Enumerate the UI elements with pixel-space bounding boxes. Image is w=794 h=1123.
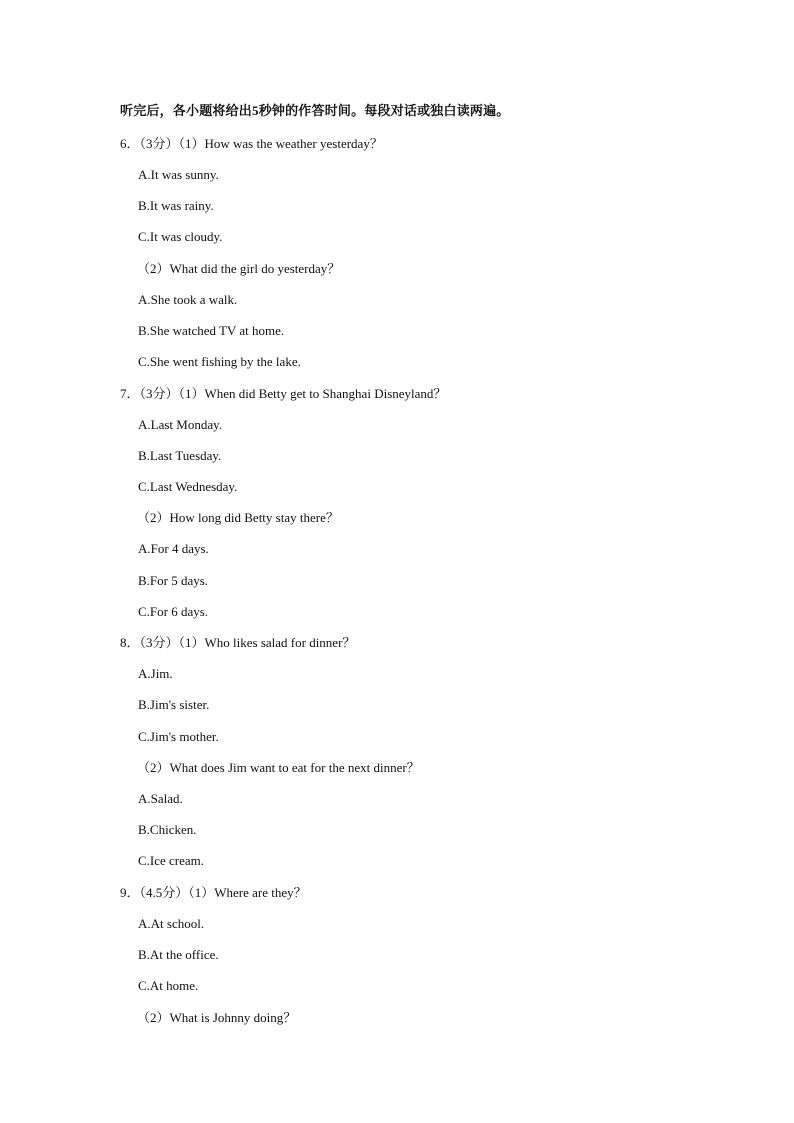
- question-7-2-prompt: （2）How long did Betty stay there？: [137, 510, 339, 525]
- question-6-2-option-b: B.She watched TV at home.: [138, 323, 285, 338]
- question-8-2-option-b: B.Chicken.: [138, 822, 197, 837]
- question-6-1-option-b: B.It was rainy.: [138, 198, 214, 213]
- question-6-2-option-c: C.She went fishing by the lake.: [138, 354, 301, 369]
- question-7-1-option-b: B.Last Tuesday.: [138, 448, 222, 463]
- question-7-2-option-c: C.For 6 days.: [138, 604, 209, 619]
- listening-instructions: 听完后，各小题将给出5秒钟的作答时间。每段对话或独白读两遍。: [120, 103, 510, 118]
- question-8-header: 8．（3分）（1）Who likes salad for dinner？: [120, 635, 356, 650]
- question-8-1-option-b: B.Jim's sister.: [138, 697, 210, 712]
- question-8-2-prompt: （2）What does Jim want to eat for the next dinner？: [137, 760, 420, 775]
- question-7-2-option-b: B.For 5 days.: [138, 573, 209, 588]
- question-9-1-option-a: A.At school.: [138, 916, 205, 931]
- question-6-2-option-a: A.She took a walk.: [138, 292, 238, 307]
- question-6-header: 6．（3分）（1）How was the weather yesterday？: [120, 136, 383, 151]
- question-7-header: 7．（3分）（1）When did Betty get to Shanghai Disneyland？: [120, 386, 447, 401]
- question-9-1-option-c: C.At home.: [138, 978, 199, 993]
- question-9-2-prompt: （2）What is Johnny doing？: [137, 1010, 297, 1025]
- question-6-2-prompt: （2）What did the girl do yesterday？: [137, 261, 341, 276]
- question-8-1-option-c: C.Jim's mother.: [138, 729, 219, 744]
- question-7-1-option-a: A.Last Monday.: [138, 417, 223, 432]
- question-6-1-option-c: C.It was cloudy.: [138, 229, 223, 244]
- question-7-1-option-c: C.Last Wednesday.: [138, 479, 238, 494]
- question-8-2-option-c: C.Ice cream.: [138, 853, 205, 868]
- question-6-1-option-a: A.It was sunny.: [138, 167, 219, 182]
- question-8-2-option-a: A.Salad.: [138, 791, 183, 806]
- question-8-1-option-a: A.Jim.: [138, 666, 173, 681]
- question-9-header: 9．（4.5分）（1）Where are they？: [120, 885, 307, 900]
- question-9-1-option-b: B.At the office.: [138, 947, 219, 962]
- question-7-2-option-a: A.For 4 days.: [138, 541, 209, 556]
